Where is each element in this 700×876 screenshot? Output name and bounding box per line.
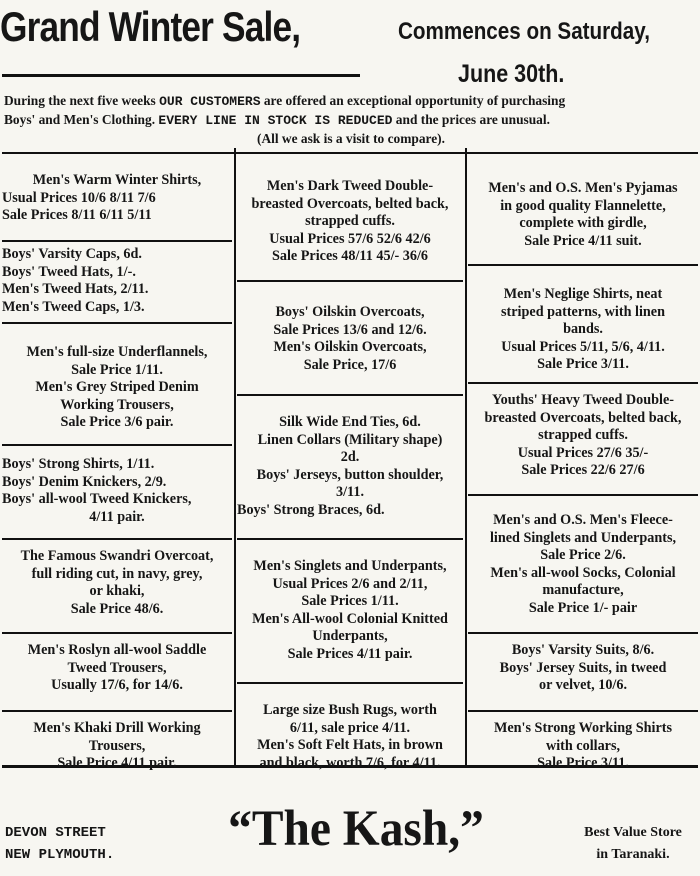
listing-line: Boys' Tweed Hats, 1/-.	[2, 263, 136, 280]
listing-block	[468, 720, 698, 773]
column-left	[2, 154, 232, 771]
listing-line: Trousers,	[88, 737, 146, 754]
listing-line: Men's Tweed Hats, 2/11.	[2, 281, 149, 297]
listing-line: Sale Prices 22/6 27/6	[521, 462, 645, 478]
listing-block	[237, 414, 463, 519]
listing-line: Sale Price, 17/6	[303, 356, 397, 373]
section-rule	[468, 632, 698, 634]
listing-line: Men's full-size Underflannels,	[26, 344, 208, 360]
listing-line: or velvet, 10/6.	[539, 677, 627, 693]
listing-line: Sale Prices 4/11 pair.	[287, 645, 413, 662]
listing-line: Sale Prices 8/11 6/11 5/11	[2, 207, 152, 223]
listing-line: Men's Singlets and Underpants,	[253, 558, 447, 574]
listing-line: manufacture,	[542, 582, 624, 598]
section-rule	[237, 394, 463, 396]
listing-line: 2d.	[340, 449, 360, 465]
listing-line: Men's Warm Winter Shirts,	[32, 172, 202, 188]
listing-block	[468, 286, 698, 374]
listing-block	[237, 702, 463, 772]
listing-line: 4/11 pair.	[89, 508, 145, 525]
listing-line: Working Trousers,	[60, 396, 174, 413]
listing-line: Men's and O.S. Men's Pyjamas	[488, 180, 678, 196]
column-right	[468, 154, 698, 771]
listing-line: Sale Prices 13/6 and 12/6.	[273, 321, 427, 338]
listing-line: Youths' Heavy Tweed Double-	[492, 392, 674, 408]
commences-line: Commences on Saturday,	[398, 18, 650, 45]
listing-block	[2, 246, 232, 316]
column-divider	[234, 148, 236, 765]
listing-line: 6/11, sale price 4/11.	[289, 719, 411, 736]
listing-line: Men's All-wool Colonial Knitted	[252, 610, 448, 627]
listing-line: Boys' Denim Knickers, 2/9.	[2, 473, 167, 490]
section-rule	[237, 538, 463, 540]
listing-line: breasted Overcoats, belted back,	[484, 409, 682, 426]
listing-line: Sale Price 3/11.	[537, 356, 629, 372]
listing-line: Men's Tweed Caps, 1/3.	[2, 298, 145, 315]
listing-line: Men's Roslyn all-wool Saddle	[27, 642, 207, 658]
listing-line: Usually 17/6, for 14/6.	[51, 677, 183, 693]
listing-line: Large size Bush Rugs, worth	[263, 702, 437, 718]
listing-line: Sale Price 1/11.	[71, 361, 163, 378]
intro-text: Boys' and Men's Clothing.	[4, 112, 159, 127]
store-name: “The Kash,”	[228, 801, 484, 857]
listing-line: Usual Prices 27/6 35/-	[517, 444, 649, 461]
intro-emphasis: OUR CUSTOMERS	[159, 94, 261, 109]
listing-line: full riding cut, in navy, grey,	[31, 565, 203, 582]
sale-date: June 30th.	[458, 60, 565, 88]
listing-line: Men's Neglige Shirts, neat	[503, 286, 663, 302]
intro-note: (All we ask is a visit to compare).	[257, 131, 445, 146]
title-underline	[2, 74, 360, 77]
column-middle	[237, 154, 463, 771]
listing-line: Men's and O.S. Men's Fleece-	[493, 512, 673, 528]
listing-block	[2, 456, 232, 526]
listing-line: Linen Collars (Military shape)	[257, 431, 443, 448]
section-rule	[468, 382, 698, 384]
slogan-line: Best Value Store	[584, 825, 682, 840]
ad-title: Grand Winter Sale,	[0, 3, 301, 50]
listing-line: Sale Prices 48/11 45/- 36/6	[271, 248, 429, 264]
listing-line: Usual Prices 5/11, 5/6, 4/11.	[501, 338, 665, 355]
listing-block	[237, 304, 463, 374]
listing-line: Usual Prices 2/6 and 2/11,	[272, 575, 428, 592]
listing-block	[2, 344, 232, 432]
listing-line: Men's Soft Felt Hats, in brown	[257, 737, 443, 753]
listing-block	[2, 548, 232, 618]
listing-line: complete with girdle,	[519, 215, 647, 231]
listing-block	[468, 512, 698, 617]
section-rule	[468, 264, 698, 266]
listing-line: 3/11.	[336, 484, 364, 500]
intro-emphasis: EVERY LINE IN STOCK IS REDUCED	[158, 113, 393, 128]
intro-text: and the prices are unusual.	[392, 112, 550, 127]
section-rule	[2, 710, 232, 712]
listing-line: Boys' Oilskin Overcoats,	[275, 304, 425, 320]
listing-line: lined Singlets and Underpants,	[489, 529, 677, 546]
section-rule	[2, 444, 232, 446]
listing-line: Underpants,	[312, 628, 388, 644]
listing-line: or khaki,	[89, 583, 145, 599]
listing-line: in good quality Flannelette,	[500, 197, 666, 214]
listing-line: Men's Strong Working Shirts	[493, 720, 673, 736]
listing-block	[468, 392, 698, 480]
intro-paragraph	[4, 92, 698, 148]
listing-block	[468, 180, 698, 250]
slogan-line: in Taranaki.	[596, 847, 670, 862]
listing-line: breasted Overcoats, belted back,	[251, 195, 449, 212]
listing-line: Boys' Strong Shirts, 1/11.	[2, 456, 155, 472]
section-rule	[2, 240, 232, 242]
intro-text: During the next five weeks	[4, 93, 160, 108]
store-address	[5, 822, 114, 866]
listing-line: Boys' Varsity Caps, 6d.	[2, 246, 142, 262]
listing-block	[2, 720, 232, 773]
listing-block	[468, 642, 698, 695]
section-rule	[2, 322, 232, 324]
listing-block	[237, 178, 463, 266]
listing-line: Sale Price 1/- pair	[528, 599, 638, 616]
listing-line: Men's Oilskin Overcoats,	[273, 339, 427, 355]
intro-text: are offered an exceptional opportunity of purchasing	[260, 93, 566, 108]
listing-line: Silk Wide End Ties, 6d.	[279, 414, 421, 430]
column-divider	[465, 148, 467, 765]
listing-line: Boys' Jersey Suits, in tweed	[499, 659, 667, 676]
listing-line: Boys' all-wool Tweed Knickers,	[2, 491, 192, 507]
listing-line: Sale Price 3/6 pair.	[60, 414, 174, 430]
address-town: NEW PLYMOUTH.	[5, 847, 115, 863]
listing-line: Men's Khaki Drill Working	[33, 720, 201, 736]
listing-line: Sale Price 2/6.	[540, 547, 626, 563]
listing-line: Sale Price 3/11.	[537, 755, 629, 771]
listing-line: bands.	[563, 321, 603, 337]
section-rule	[237, 280, 463, 282]
section-rule	[2, 632, 232, 634]
listing-line: and black, worth 7/6, for 4/11.	[259, 754, 441, 771]
listing-line: strapped cuffs.	[305, 213, 395, 229]
listing-line: Usual Prices 57/6 52/6 42/6	[269, 230, 431, 247]
listing-block	[2, 172, 232, 225]
listing-line: Sale Price 4/11 pair.	[57, 755, 177, 771]
listing-line: Men's Dark Tweed Double-	[266, 178, 434, 194]
listing-line: Tweed Trousers,	[67, 659, 167, 676]
store-slogan	[568, 822, 698, 866]
listing-line: Boys' Strong Braces, 6d.	[237, 501, 385, 518]
listing-line: Sale Price 4/11 suit.	[524, 232, 642, 249]
listing-line: with collars,	[545, 737, 621, 754]
section-rule	[468, 494, 698, 496]
listing-line: Boys' Jerseys, button shoulder,	[256, 466, 444, 483]
listing-block	[237, 558, 463, 663]
listing-line: Sale Prices 1/11.	[301, 593, 399, 609]
section-rule	[468, 710, 698, 712]
listing-line: striped patterns, with linen	[501, 303, 665, 320]
section-rule	[237, 682, 463, 684]
listing-line: Men's Grey Striped Denim	[35, 379, 199, 395]
address-street: DEVON STREET	[5, 825, 106, 841]
listing-line: Boys' Varsity Suits, 8/6.	[511, 642, 655, 658]
listing-line: Usual Prices 10/6 8/11 7/6	[2, 189, 156, 206]
listing-block	[2, 642, 232, 695]
listing-line: strapped cuffs.	[538, 427, 628, 443]
listing-line: The Famous Swandri Overcoat,	[20, 548, 214, 564]
listing-line: Sale Price 48/6.	[70, 600, 164, 617]
listing-line: Men's all-wool Socks, Colonial	[490, 564, 676, 581]
section-rule	[2, 538, 232, 540]
